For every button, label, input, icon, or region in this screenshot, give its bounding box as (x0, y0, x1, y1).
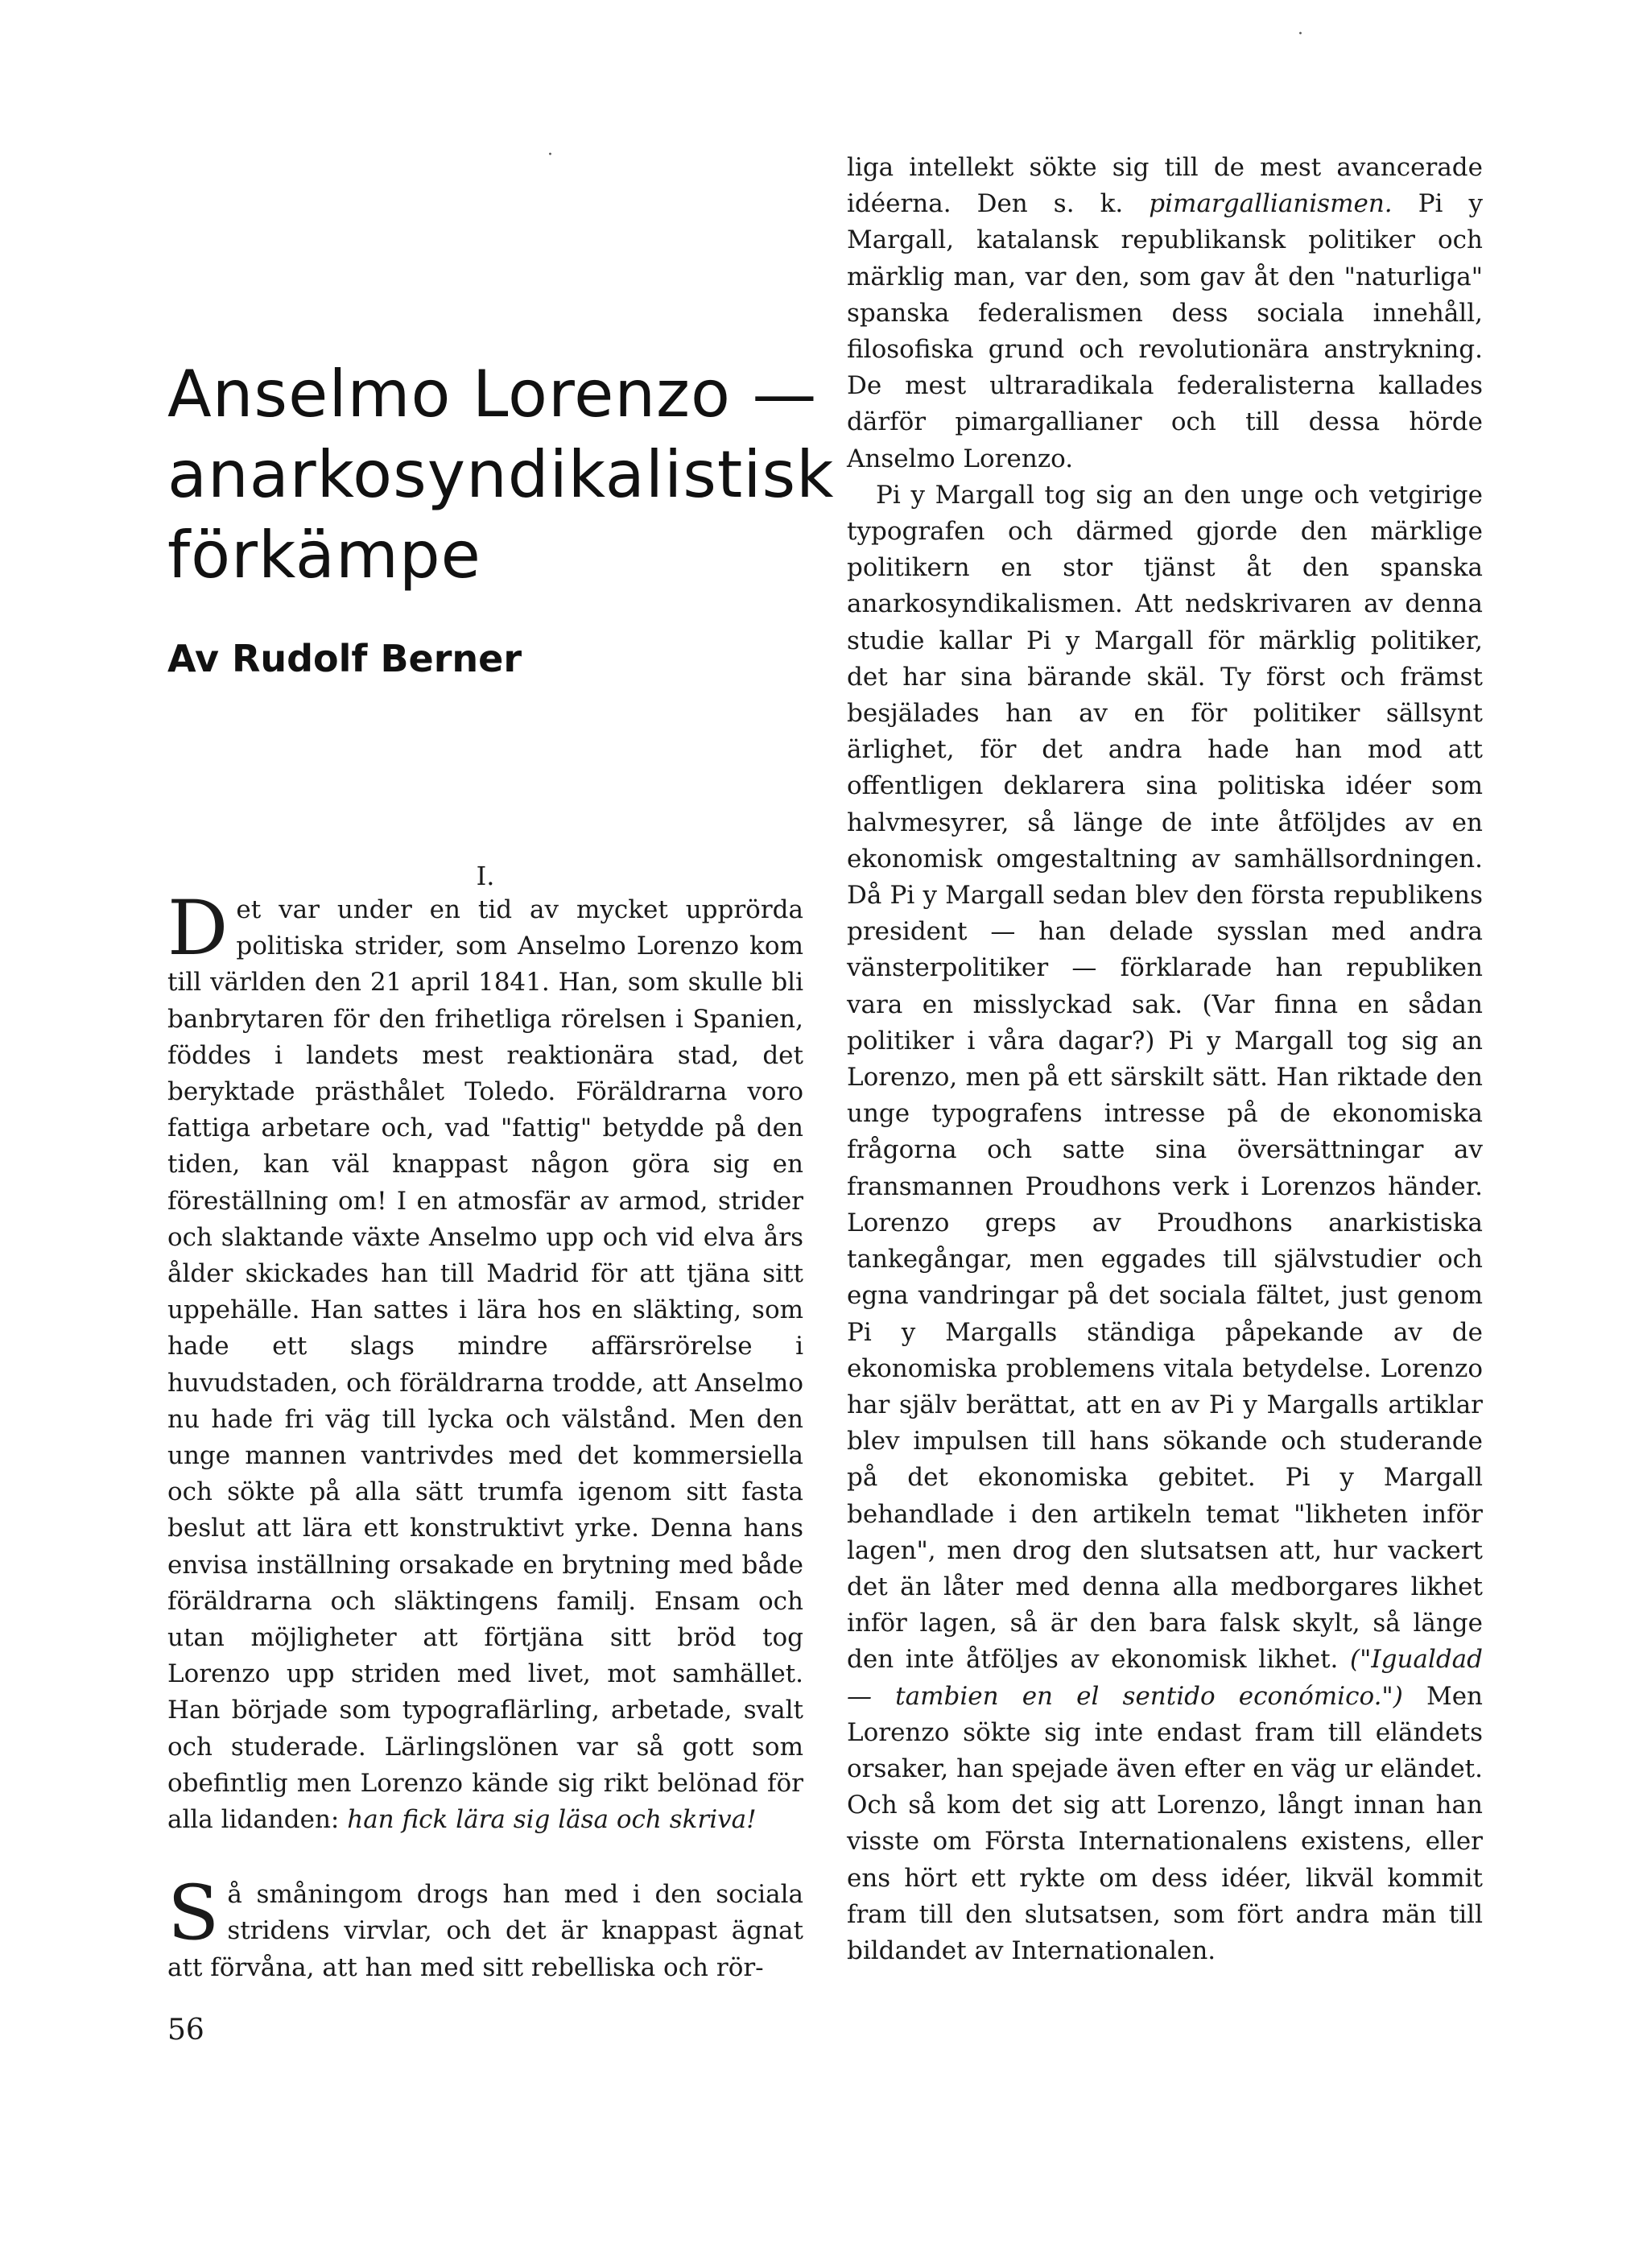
byline: Av Rudolf Berner (167, 637, 522, 680)
page-number: 56 (167, 2014, 204, 2047)
pimargallianismen-term: pimargallianismen. (1149, 189, 1393, 219)
paragraph-1-text: et var under en tid av mycket upprörda politiska strider, som Anselmo Lorenzo kom till världen den 21 april 1841. Han, som skulle bli banbrytaren för den frihetliga rörelsen i Spanien, föddes i landets mest reaktionära stad, det beryktade prästhålet Toledo. Föräldrarna voro fattiga arbetare och, vad "fattig" betydde på den tiden, kan väl knappast någon göra sig en föreställning om! I en atmosfär av armod, strider och slaktande växte Anselmo upp och vid elva års ålder skickades han till Madrid för att tjäna sitt uppehälle. Han sattes i lära hos en släkting, som hade ett slags mindre affärsrörelse i huvudstaden, och föräldrarna trodde, att Anselmo nu hade fri väg till lycka och välstånd. Men den unge mannen vantrivdes med det kommersiella och sökte på alla sätt trumfa igenom sitt fasta beslut att lära ett konstruktivt yrke. Denna hans envisa inställning orsakade en brytning med både föräldrarna och släktingens familj. Ensam och utan möjligheter att förtjäna sitt bröd tog Lorenzo upp striden med livet, mot samhället. Han började som typograflärling, arbetade, svalt och studerade. Lärlingslönen var så gott som obefintlig men Lorenzo kände sig rikt belönad för alla lidanden: (167, 895, 803, 1835)
title-line-2: anarkosyndikalistisk (167, 437, 835, 512)
paragraph-2-text: å småningom drogs han med i den sociala stridens virvlar, och det är knappast ägnat att förvåna, att han med sitt rebelliska och rör- (167, 1880, 803, 1982)
section-number: I. (476, 861, 495, 891)
paragraph-continued (847, 150, 1483, 477)
right-column (847, 150, 1483, 1969)
title-line-3: förkämpe (167, 518, 481, 593)
drop-cap-d: D (167, 885, 229, 973)
paragraph-continued-text-b: Pi y Margall, katalansk republikansk politiker och märklig man, var den, som gav åt den "naturliga" spanska federalismen dess sociala innehåll, filosofiska grund och revolutionära anstrykning. De mest ultraradikala federalisterna kallades därför pimargallianer och till dessa hörde Anselmo Lorenzo. (847, 189, 1484, 473)
paragraph-3 (847, 477, 1483, 1969)
paragraph-2 (167, 1869, 803, 1986)
paragraph-3-text-a: Pi y Margall tog sig an den unge och vetgirige typografen och därmed gjorde den märklige politikern en stor tjänst åt den spanska anarkosyndikalismen. Att nedskrivaren av denna studie kallar Pi y Margall för märklig politiker, det har sina bärande skäl. Ty först och främst besjälades han av en för politiker sällsynt ärlighet, för det andra hade han mod att offentligen deklarera sina politiska idéer som halvmesyrer, så länge de inte åtföljdes av en ekonomisk omgestaltning av samhällsordningen. Då Pi y Margall sedan blev den första republikens president — han delade sysslan med andra vänsterpolitiker — förklarade han republiken vara en misslyckad sak. (Var finna en sådan politiker i våra dagar?) Pi y Margall tog sig an Lorenzo, men på ett särskilt sätt. Han riktade den unge typografens intresse på de ekonomiska frågorna och satte sina översättningar av fransmannen Proudhons verk i Lorenzos händer. Lorenzo greps av Proudhons anarkistiska tankegångar, men eggades till självstudier och egna vandringar på det sociala fältet, just genom Pi y Margalls ständiga påpekande av de ekonomiska problemens vitala betydelse. Lorenzo har själv berättat, att en av Pi y Margalls artiklar blev impulsen till hans sökande och studerande på det ekonomiska gebitet. Pi y Margall behandlade i den artikeln temat "likheten inför lagen", men drog den slutsatsen att, hur vackert det än låter med denna alla medborgares likhet inför lagen, så är den bara falsk skylt, så länge den inte åtföljes av ekonomisk likhet. (847, 480, 1483, 1675)
left-column (167, 860, 803, 1986)
paragraph-1 (167, 885, 803, 1838)
scan-speck: · (1298, 24, 1303, 44)
article-title (167, 354, 836, 596)
drop-cap-s: S (167, 1869, 220, 1958)
paragraph-continued-text-a: liga intellekt sökte sig till de mest avancerade idéerna. Den s. k. (847, 153, 1483, 219)
scan-speck: · (547, 145, 553, 165)
paragraph-3-text-b: Men Lorenzo sökte sig inte endast fram till eländets orsaker, han spejade även efter en väg ur eländet. Och så kom det sig att Lorenzo, långt innan han visste om Första Internationalens existens, eller ens hört ett rykte om dess idéer, likväl kommit fram till den slutsatsen, som fört andra män till bildandet av Internationalen. (847, 1681, 1484, 1965)
title-line-1: Anselmo Lorenzo — (167, 357, 818, 432)
paragraph-1-emphasis: han fick lära sig läsa och skriva! (347, 1805, 757, 1835)
igualdad-quote: ("Igualdad — tambien en el sentido económico.") (847, 1645, 1483, 1711)
